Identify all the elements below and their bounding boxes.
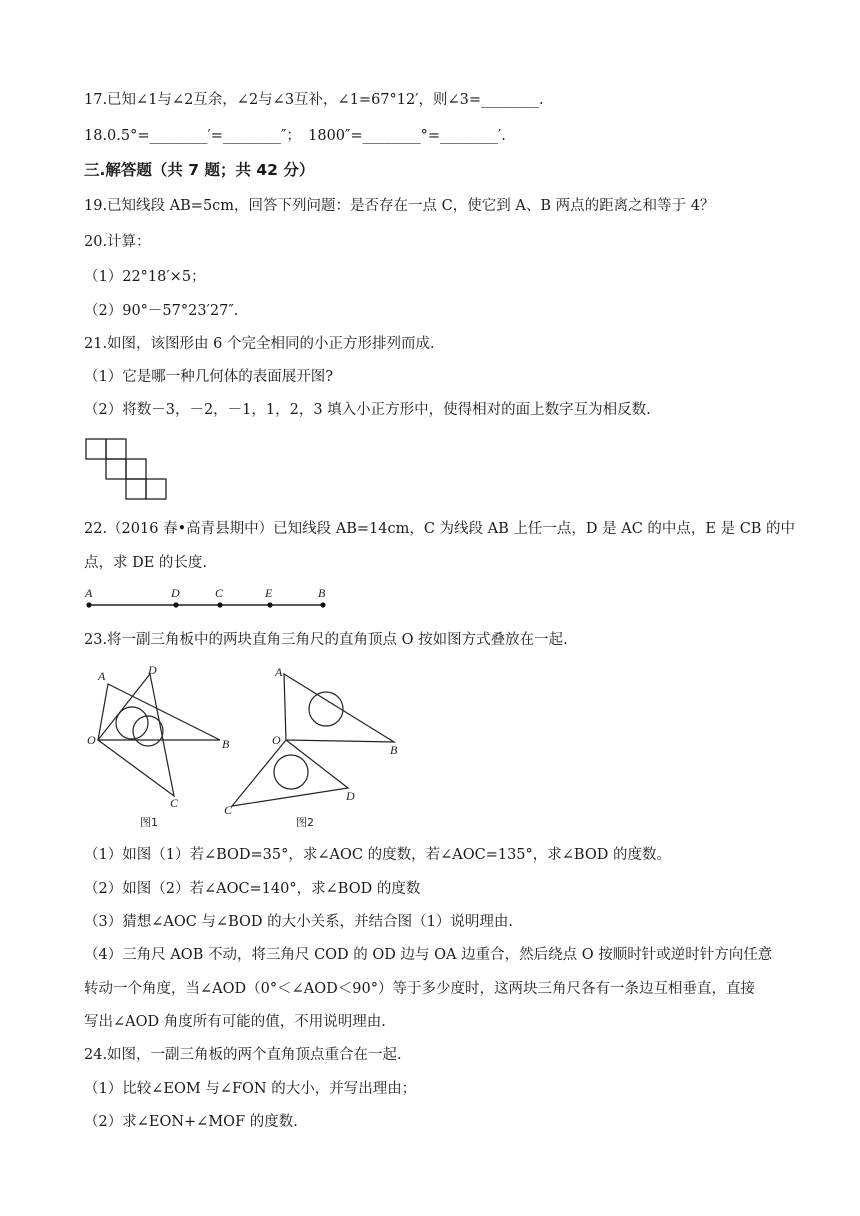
point-a <box>86 602 91 607</box>
question-23-part-4-line-1: （4）三角尺 AOB 不动，将三角尺 COD 的 OD 边与 OA 边重合，然后绕点 O 按顺时针或逆时针方向任意 <box>84 947 773 963</box>
question-21: 21.如图，该图形由 6 个完全相同的小正方形排列而成. <box>84 336 435 352</box>
point-d <box>173 602 178 607</box>
fig2-label-d: D <box>346 789 355 803</box>
net-square <box>86 439 106 459</box>
question-20-part-2: （2）90°－57°23′27″. <box>84 303 239 319</box>
segment-figure <box>80 584 340 612</box>
net-square <box>126 459 146 479</box>
label-e: E <box>265 586 273 600</box>
net-square <box>106 459 126 479</box>
net-square <box>106 439 126 459</box>
question-23-part-4-line-2: 转动一个角度，当∠AOD（0°＜∠AOD＜90°）等于多少度时，这两块三角尺各有一条边互相垂直，直接 <box>84 981 755 997</box>
question-23-part-2: （2）如图（2）若∠AOC=140°，求∠BOD 的度数 <box>84 881 421 897</box>
fig1-label-b: B <box>222 737 230 751</box>
fig1-circle <box>116 707 148 739</box>
label-c: C <box>215 586 224 600</box>
fig2-label-a: A <box>275 665 283 679</box>
label-a: A <box>85 586 93 600</box>
question-22-line-2: 点，求 DE 的长度. <box>84 555 208 571</box>
fig2-label-c: C <box>224 803 233 817</box>
question-19: 19.已知线段 AB=5cm，回答下列问题：是否存在一点 C，使它到 A、B 两点的距离之和等于 4？ <box>84 198 715 214</box>
net-square <box>146 479 166 499</box>
net-square <box>126 479 146 499</box>
question-21-part-2: （2）将数－3，－2，－1，1，2，3 填入小正方形中，使得相对的面上数字互为相反数. <box>84 402 651 418</box>
question-18: 18.0.5°=________′=________″； 1800″=________°=________′. <box>84 128 506 144</box>
triangles-figure <box>84 660 414 832</box>
fig2-circle <box>309 692 343 726</box>
fig1-label-d: D <box>148 663 157 677</box>
fig2-triangle-cod <box>232 740 348 806</box>
point-e <box>267 602 272 607</box>
fig1-label-a: A <box>98 669 106 683</box>
question-23: 23.将一副三角板中的两块直角三角尺的直角顶点 O 按如图方式叠放在一起. <box>84 632 568 648</box>
fig1-caption: 图1 <box>140 816 158 829</box>
question-21-part-1: （1）它是哪一种几何体的表面展开图? <box>84 369 333 385</box>
question-24-part-1: （1）比较∠EOM 与∠FON 的大小，并写出理由； <box>84 1081 417 1097</box>
question-23-part-1: （1）如图（1）若∠BOD=35°，求∠AOC 的度数，若∠AOC=135°，求∠BOD 的度数。 <box>84 847 671 863</box>
fig2-caption: 图2 <box>296 816 314 829</box>
question-24-part-2: （2）求∠EON+∠MOF 的度数. <box>84 1114 298 1130</box>
section-heading: 三.解答题（共 7 题；共 42 分） <box>84 161 315 179</box>
question-20: 20.计算： <box>84 234 151 250</box>
question-17: 17.已知∠1与∠2互余，∠2与∠3互补，∠1=67°12′，则∠3=________. <box>84 92 544 108</box>
fig2-label-b: B <box>390 743 398 757</box>
question-24: 24.如图，一副三角板的两个直角顶点重合在一起. <box>84 1047 402 1063</box>
cube-net-figure <box>84 437 174 503</box>
fig2-label-o: O <box>272 733 281 747</box>
question-22-line-1: 22.（2016 春•高青县期中）已知线段 AB=14cm，C 为线段 AB 上任一点，D 是 AC 的中点，E 是 CB 的中 <box>84 521 796 537</box>
fig1-triangle-aob <box>98 684 220 740</box>
label-d: D <box>171 586 180 600</box>
fig2-triangle-aob <box>284 674 394 742</box>
question-20-part-1: （1）22°18′×5； <box>84 269 206 285</box>
fig2-circle <box>274 755 308 789</box>
point-c <box>217 602 222 607</box>
question-23-part-4-line-3: 写出∠AOD 角度所有可能的值，不用说明理由. <box>84 1014 386 1030</box>
label-b: B <box>318 586 326 600</box>
point-b <box>320 602 325 607</box>
fig1-label-c: C <box>170 796 179 810</box>
fig1-label-o: O <box>87 733 96 747</box>
question-23-part-3: （3）猜想∠AOC 与∠BOD 的大小关系，并结合图（1）说明理由. <box>84 914 513 930</box>
